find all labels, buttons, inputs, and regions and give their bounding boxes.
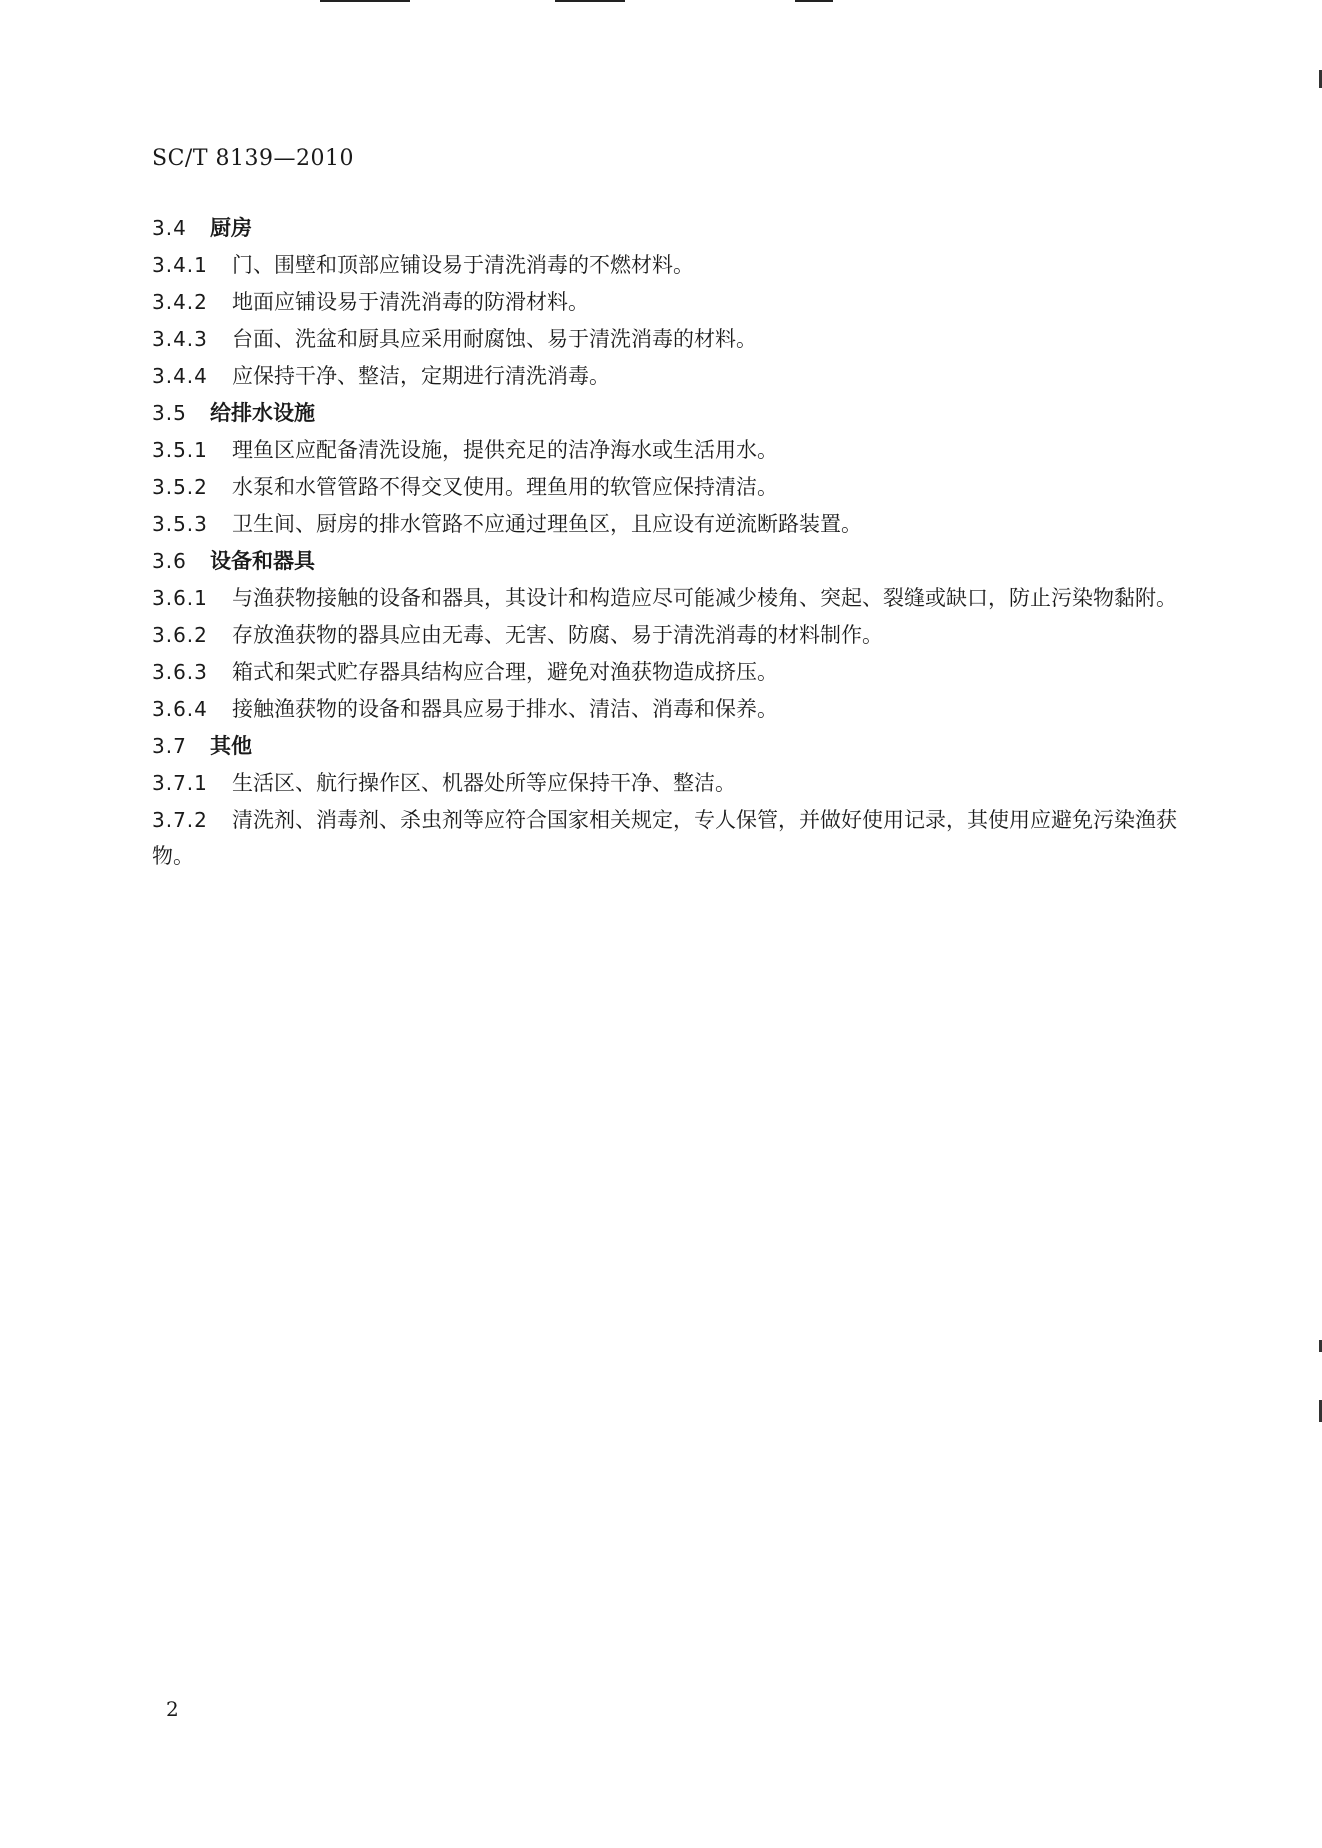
clause-number: 3.6.1 xyxy=(152,586,208,610)
clause xyxy=(152,691,1182,727)
clause xyxy=(152,321,1182,357)
clause-text: 门、围壁和顶部应铺设易于清洗消毒的不燃材料。 xyxy=(232,253,694,277)
clause-text: 箱式和架式贮存器具结构应合理，避免对渔获物造成挤压。 xyxy=(232,660,778,684)
clause-number: 3.7.2 xyxy=(152,808,208,832)
clause xyxy=(152,469,1182,505)
top-rule-middle xyxy=(555,0,625,2)
clause-text: 与渔获物接触的设备和器具，其设计和构造应尽可能减少棱角、突起、裂缝或缺口，防止污染物黏附。 xyxy=(232,586,1177,610)
clause xyxy=(152,617,1182,653)
clause-number: 3.5.2 xyxy=(152,475,208,499)
section-heading xyxy=(152,210,1182,246)
clause xyxy=(152,358,1182,394)
section-title: 设备和器具 xyxy=(210,548,315,573)
clause-number: 3.4.2 xyxy=(152,290,208,314)
clause-text: 接触渔获物的设备和器具应易于排水、清洁、消毒和保养。 xyxy=(232,697,778,721)
clause-text: 应保持干净、整洁，定期进行清洗消毒。 xyxy=(232,364,610,388)
section-number: 3.7 xyxy=(152,734,187,758)
clause-text: 存放渔获物的器具应由无毒、无害、防腐、易于清洗消毒的材料制作。 xyxy=(232,623,883,647)
clause-number: 3.7.1 xyxy=(152,771,208,795)
clause-text: 生活区、航行操作区、机器处所等应保持干净、整洁。 xyxy=(232,771,736,795)
clause xyxy=(152,247,1182,283)
section-title: 给排水设施 xyxy=(210,400,315,425)
section-number: 3.5 xyxy=(152,401,187,425)
clause-text: 卫生间、厨房的排水管路不应通过理鱼区，且应设有逆流断路装置。 xyxy=(232,512,862,536)
section-heading xyxy=(152,395,1182,431)
top-rule-left xyxy=(320,0,410,2)
clause-text: 理鱼区应配备清洗设施，提供充足的洁净海水或生活用水。 xyxy=(232,438,778,462)
clause xyxy=(152,802,1182,874)
clause-number: 3.4.4 xyxy=(152,364,208,388)
clause-number: 3.4.3 xyxy=(152,327,208,351)
section-heading xyxy=(152,543,1182,579)
clause-number: 3.5.3 xyxy=(152,512,208,536)
clause-text: 清洗剂、消毒剂、杀虫剂等应符合国家相关规定，专人保管，并做好使用记录，其使用应避免污染渔获物。 xyxy=(152,808,1177,868)
clause-text: 台面、洗盆和厨具应采用耐腐蚀、易于清洗消毒的材料。 xyxy=(232,327,757,351)
clause-number: 3.6.3 xyxy=(152,660,208,684)
document-body xyxy=(152,210,1182,874)
section-number: 3.4 xyxy=(152,216,187,240)
clause xyxy=(152,765,1182,801)
section-heading xyxy=(152,728,1182,764)
clause-number: 3.6.4 xyxy=(152,697,208,721)
clause-text: 水泵和水管管路不得交叉使用。理鱼用的软管应保持清洁。 xyxy=(232,475,778,499)
page-number: 2 xyxy=(166,1697,179,1721)
top-rule-right xyxy=(795,0,833,2)
clause-number: 3.6.2 xyxy=(152,623,208,647)
clause xyxy=(152,432,1182,468)
document-code: SC/T 8139—2010 xyxy=(152,146,354,171)
clause-text: 地面应铺设易于清洗消毒的防滑材料。 xyxy=(232,290,589,314)
clause-number: 3.5.1 xyxy=(152,438,208,462)
section-title: 厨房 xyxy=(210,215,252,240)
clause xyxy=(152,506,1182,542)
clause xyxy=(152,284,1182,320)
clause-number: 3.4.1 xyxy=(152,253,208,277)
clause xyxy=(152,654,1182,690)
section-title: 其他 xyxy=(210,733,252,758)
section-number: 3.6 xyxy=(152,549,187,573)
clause xyxy=(152,580,1182,616)
